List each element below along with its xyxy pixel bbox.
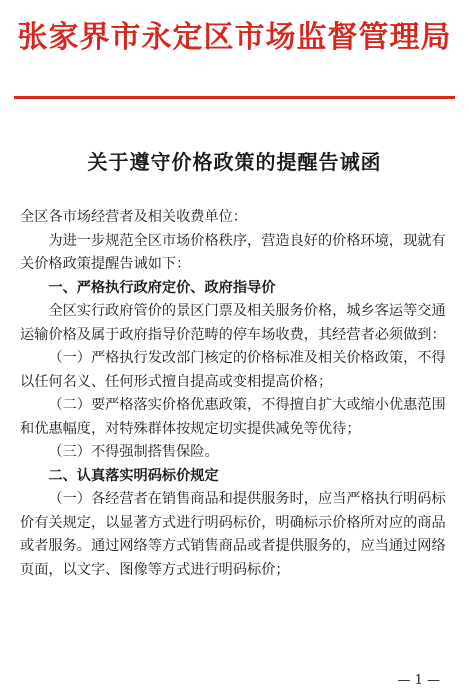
document-body <box>20 206 450 582</box>
red-divider <box>14 96 455 99</box>
intro-paragraph: 为进一步规范全区市场价格秩序，营造良好的价格环境，现就有关价格政策提醒告诫如下： <box>20 232 446 272</box>
section-2-body: （一）各经营者在销售商品和提供服务时，应当严格执行明码标价有关规定，以显著方式进行明码标价，明确标示价格所对应的商品或者服务。通过网络等方式销售商品或者提供服务的，应当通过网络页面，以文字、图像等方式进行明码标价； <box>20 491 446 578</box>
salutation: 全区各市场经营者及相关收费单位： <box>20 209 248 225</box>
section-2-heading: 二、认真落实明码标价规定 <box>48 467 219 484</box>
section-1-heading: 一、严格执行政府定价、政府指导价 <box>48 279 276 296</box>
section-1-item-1: （一）严格执行发改部门核定的价格标准及相关价格政策，不得以任何名义、任何形式擅自提高或变相提高价格； <box>20 350 446 390</box>
page-number: — 1 — <box>397 673 440 688</box>
document-title: 关于遵守价格政策的提醒告诫函 <box>87 150 382 174</box>
masthead: 张家界市永定区市场监督管理局 <box>17 20 452 55</box>
section-1-body: 全区实行政府管价的景区门票及相关服务价格，城乡客运等交通运输价格及属于政府指导价范畴的停车场收费，其经营者必须做到： <box>20 303 446 343</box>
section-1-item-2: （二）要严格落实价格优惠政策，不得擅自扩大或缩小优惠范围和优惠幅度，对特殊群体按规定切实提供减免等优待； <box>20 397 446 437</box>
section-1-item-3: （三）不得强制搭售保险。 <box>48 444 219 460</box>
